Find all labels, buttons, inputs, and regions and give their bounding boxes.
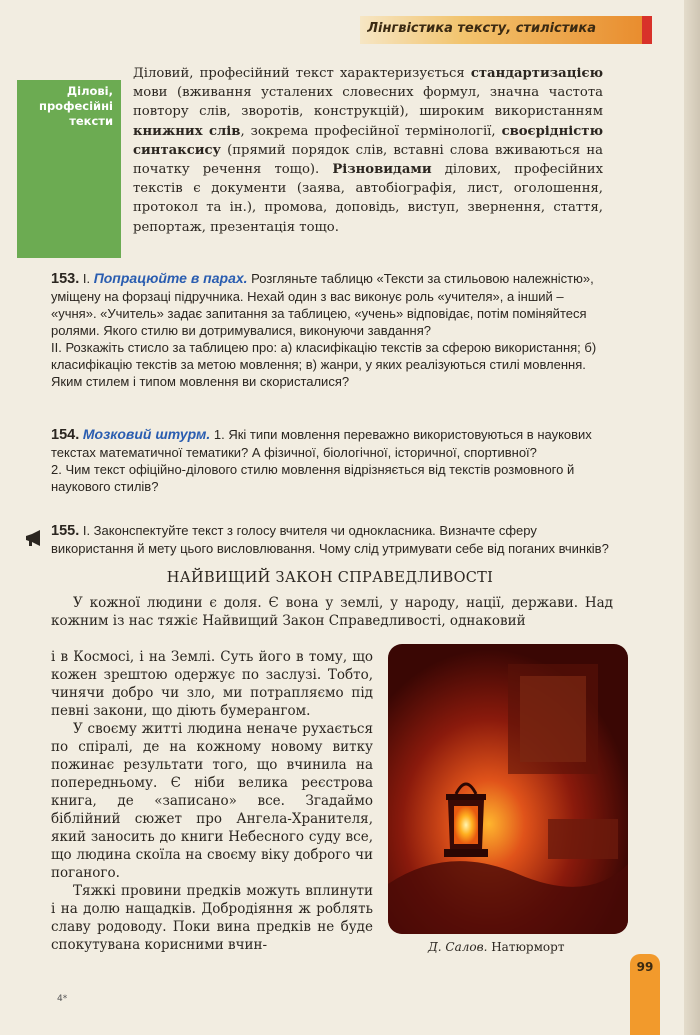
still-life-painting xyxy=(388,644,628,934)
intro-paragraph xyxy=(133,64,603,237)
exercise-heading: Попрацюйте в парах. xyxy=(93,270,248,286)
exercise-text: І. Законспектуйте текст з голосу вчителя чи однокласника. Визначте сферу використання й мету цього висловлювання. Чому слід утримувати себе від поганих вчинків? xyxy=(51,523,609,556)
exercise-153 xyxy=(51,270,611,390)
sidebar-label: Ділові, професійні тексти xyxy=(39,84,113,128)
painting-caption xyxy=(428,940,564,954)
page-number-tab xyxy=(630,954,660,1035)
intro-bold: Різновидами xyxy=(332,162,432,178)
exercise-155 xyxy=(51,522,611,557)
caption-title: Натюрморт xyxy=(487,940,565,954)
story-text: У своєму житті людина неначе рухається по спіралі, де на кожному новому витку пожинає результати того, що вчинила на попередньому. Є ніби велика реєстрова книга, де «записано» все. Згадаймо біблійний сюжет про Ангела-Хранителя, який заносить до книги Небесного суду все, що людина скоїла на своєму віку доброго чи поганого. xyxy=(51,721,373,881)
exercise-154 xyxy=(51,426,611,495)
exercise-number: 153. xyxy=(51,271,80,287)
intro-bold: книжних слів xyxy=(133,123,241,139)
page-edge xyxy=(684,0,700,1035)
story-title: НАЙВИЩИЙ ЗАКОН СПРАВЕДЛИВОСТІ xyxy=(166,570,494,586)
sidebar-label-box xyxy=(17,80,121,258)
exercise-text: Розгляньте таблицю «Тексти за стильовою належністю», уміщену на форзаці підручника. Нехай один з вас виконує роль «учителя», а інший – «учня». «Учитель» задає запитання за таблицею, «учень» відповідає, потім поміняйтеся ролями. Якого стилю ви дотримувалися, виконуючи завдання? xyxy=(51,271,594,338)
chapter-title: Лінгвістика тексту, стилістика xyxy=(367,21,596,36)
story-text: Тяжкі провини предків можуть вплинути і на долю нащадків. Добродіяння ж роблять славу родоводу. Поки вина предків не буде спокутувана корисними вчин- xyxy=(51,883,373,953)
exercise-154-part-1 xyxy=(51,426,611,461)
signature-mark: 4* xyxy=(57,994,68,1004)
intro-text: Діловий, професійний текст характеризується xyxy=(133,66,471,81)
caption-author: Д. Салов. xyxy=(428,940,488,954)
story-paragraph-1 xyxy=(51,594,613,630)
header-accent xyxy=(642,16,652,44)
exercise-154-part-2: 2. Чим текст офіційно-ділового стилю мовлення відрізняється від текстів розмовного й наукового стилів? xyxy=(51,462,575,494)
exercise-153-part-2: ІІ. Розкажіть стисло за таблицею про: а) класифікацію текстів за сферою використання; б) класифікацію текстів за метою мовлення; в) жанри, у яких реалізуються стилі мовлення. Яким стилем і типом мовлення ви скористалися? xyxy=(51,340,597,389)
exercise-153-part-1 xyxy=(51,270,611,339)
page-number: 99 xyxy=(636,960,654,974)
story-text: У кожної людини є доля. Є вона у землі, у народу, нації, держави. Над кожним із нас тяжіє Найвищий Закон Справедливості, однаковий xyxy=(51,595,613,629)
intro-bold: своєрідністю синтаксису xyxy=(133,123,603,158)
intro-text: ділових, професійних текстів є документи (заява, автобіографія, лист, оголошення, протокол та ін.), промова, доповідь, виступ, звернення, стаття, репортаж, презентація тощо. xyxy=(133,162,604,235)
intro-bold: стандартизацією xyxy=(470,66,603,81)
intro-text: (прямий порядок слів, вставні слова вживаються на початку речення тощо). xyxy=(133,142,603,178)
exercise-heading: Мозковий штурм. xyxy=(82,426,211,442)
roman-numeral: І. xyxy=(79,271,94,286)
chapter-header xyxy=(360,16,652,44)
exercise-number: 154. xyxy=(51,427,80,443)
story-text: і в Космосі, і на Землі. Суть його в тому, що кожен зрештою одержує по заслузі. Тобто, чинячи добро чи зло, ми потрапляємо під певні закони, що діють бумерангом. xyxy=(51,649,373,719)
megaphone-icon xyxy=(24,528,44,548)
story-column xyxy=(51,648,373,954)
exercise-text: 1. Які типи мовлення переважно використовуються в наукових текстах математичної тематики? А фізичної, біологічної, історичної, спортивної? xyxy=(51,427,592,460)
exercise-number: 155. xyxy=(51,523,80,539)
intro-text: , зокрема професійної термінології, xyxy=(240,123,502,139)
intro-text: мови (вживання усталених словесних формул, значна частота повтору слів, зворотів, конструкцій), широким використанням xyxy=(133,85,603,120)
